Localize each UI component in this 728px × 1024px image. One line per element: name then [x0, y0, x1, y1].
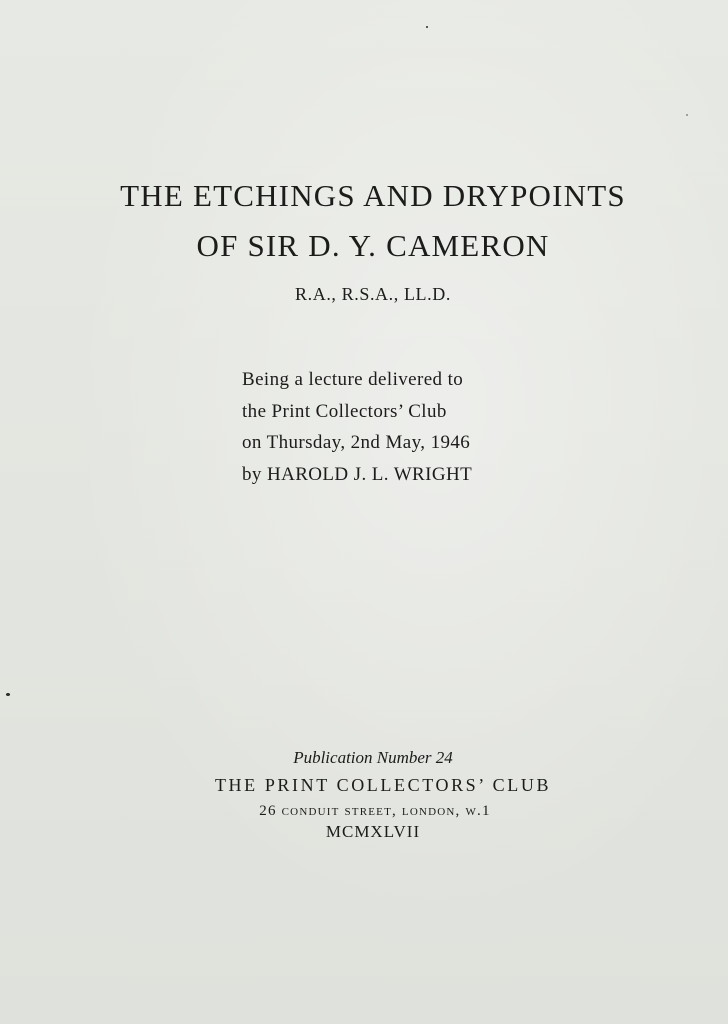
book-title-line-1: THE ETCHINGS AND DRYPOINTS [120, 178, 626, 213]
lecture-line: by HAROLD J. L. WRIGHT [242, 463, 473, 485]
lecture-line: Being a lecture delivered to [242, 369, 464, 390]
lecture-line: on Thursday, 2nd May, 1946 [242, 432, 471, 453]
lecture-description [242, 364, 522, 490]
paper-speck [426, 26, 428, 28]
book-title-line-2: OF SIR D. Y. CAMERON [196, 228, 550, 263]
paper-speck [686, 114, 688, 116]
publisher-name: THE PRINT COLLECTORS’ CLUB [214, 775, 552, 795]
publisher-address: 26 conduit street, london, w.1 [259, 803, 491, 819]
lecture-line: the Print Collectors’ Club [242, 400, 447, 422]
author-degrees: R.A., R.S.A., LL.D. [295, 284, 451, 304]
publication-number: Publication Number 24 [293, 748, 453, 767]
paper-speck [6, 693, 10, 696]
publication-year: MCMXLVII [325, 822, 421, 841]
